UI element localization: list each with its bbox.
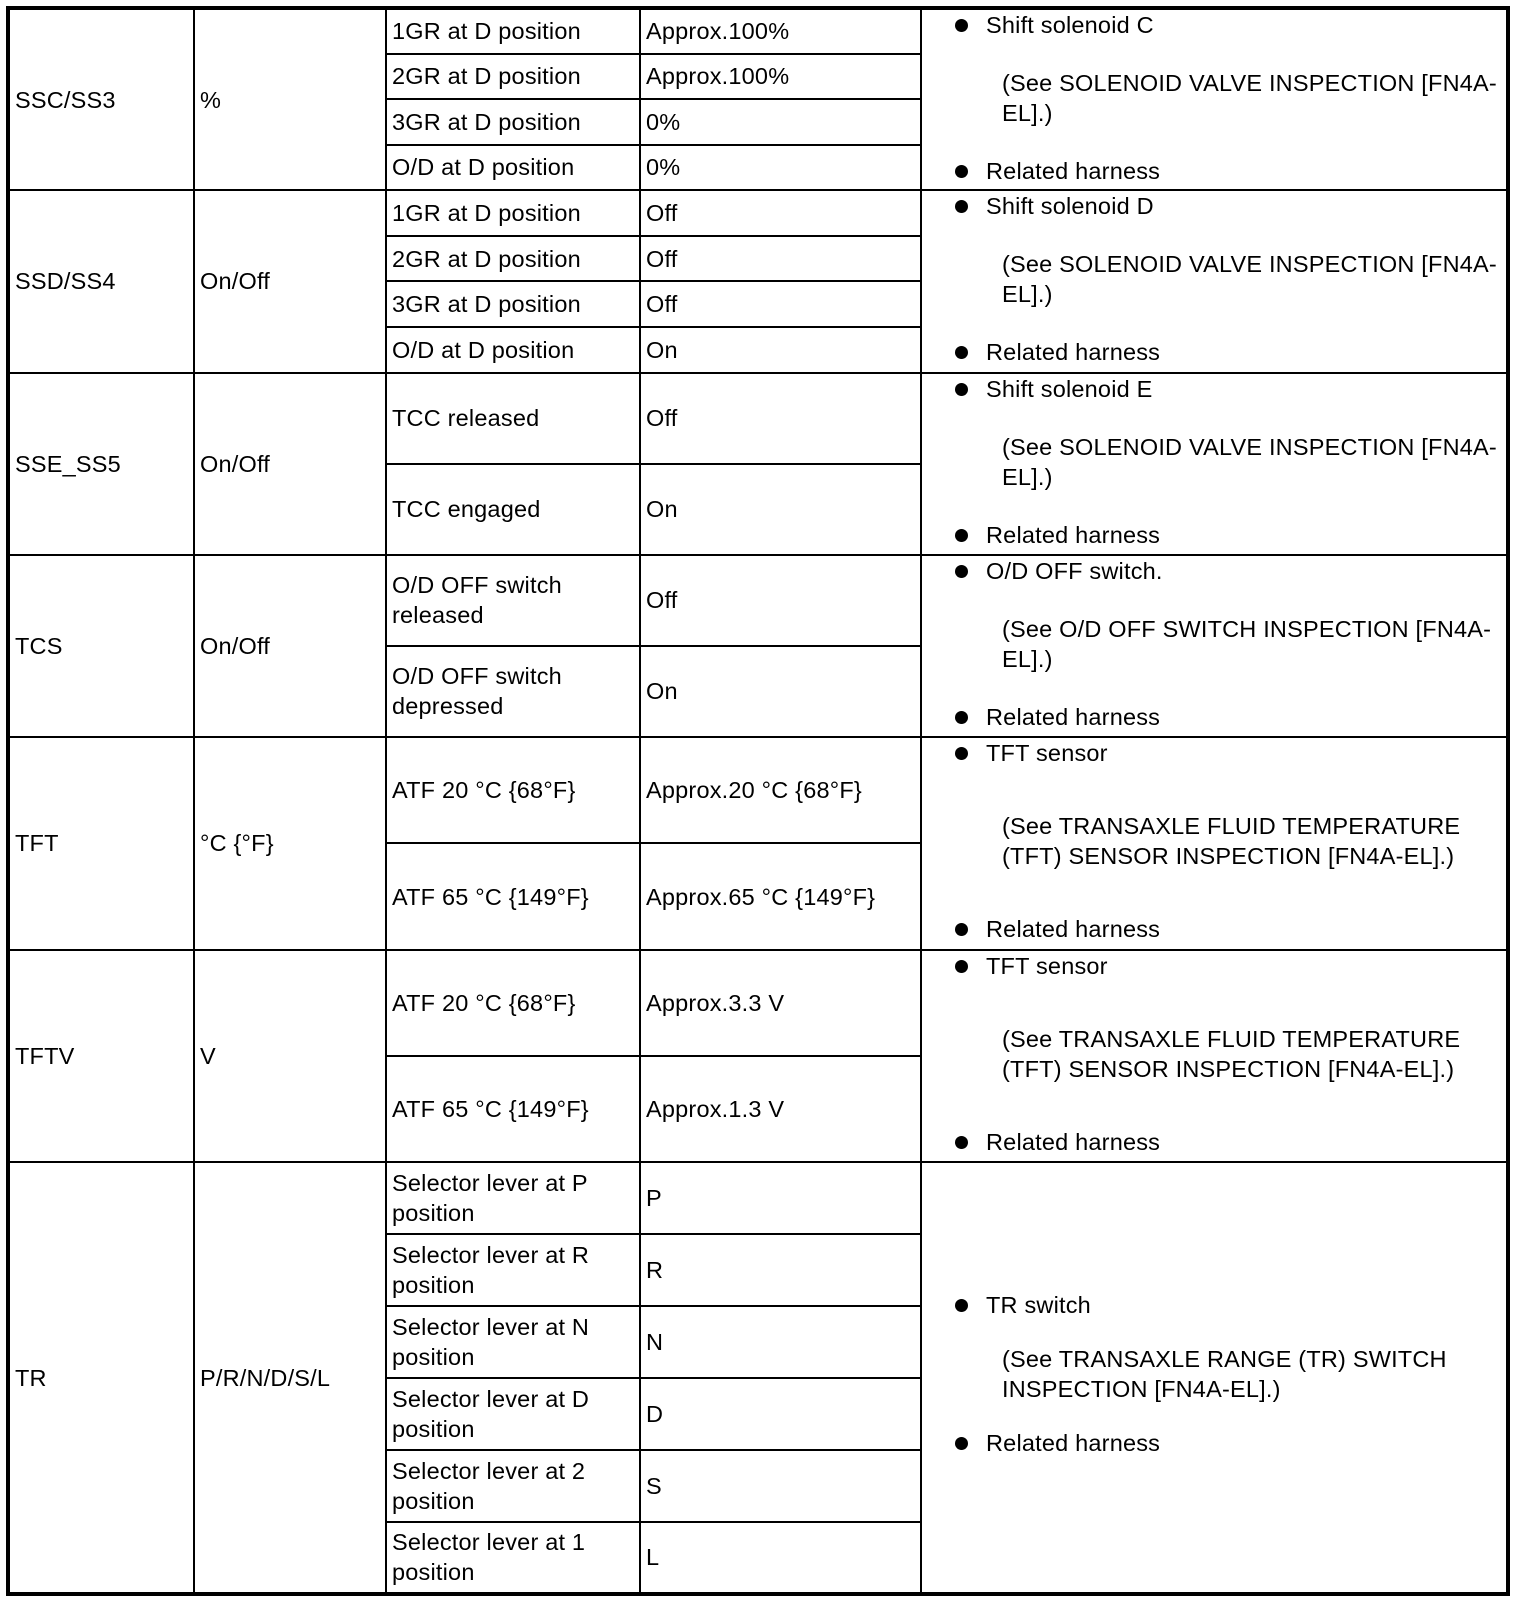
condition-cell: Selector lever at 1 position [386,1522,640,1594]
bullet-icon [955,200,968,213]
note-harness [938,156,1498,186]
note-harness [938,520,1498,550]
component-name: TFT sensor [986,740,1108,767]
component-name: Shift solenoid C [986,12,1154,38]
related-harness-label: Related harness [986,158,1161,184]
bullet-icon [955,565,968,578]
value-cell: L [640,1522,921,1594]
pid-cell: TFT [8,737,194,950]
bullet-icon [955,346,968,359]
value-cell: Off [640,236,921,282]
bullet-icon [955,383,968,396]
note-body [938,374,1498,550]
related-harness-label: Related harness [986,1430,1161,1457]
value-cell: R [640,1234,921,1306]
value-cell: On [640,646,921,737]
condition-cell: O/D at D position [386,145,640,191]
table-row [8,950,1508,1056]
bullet-icon [955,923,968,936]
component-name: TFT sensor [986,952,1108,979]
value-cell: D [640,1378,921,1450]
inspection-note-cell [921,737,1508,950]
note-harness [938,1127,1498,1157]
condition-cell: Selector lever at D position [386,1378,640,1450]
value-cell: Approx.20 °C {68°F} [640,737,921,843]
condition-cell: 2GR at D position [386,54,640,100]
note-harness [938,914,1498,944]
condition-cell: TCC engaged [386,464,640,555]
bullet-icon [955,165,968,178]
related-harness-label: Related harness [986,916,1161,943]
component-name: O/D OFF switch. [986,557,1163,584]
bullet-icon [955,529,968,542]
value-cell: Approx.3.3 V [640,950,921,1056]
unit-cell: V [194,950,386,1163]
pid-cell: TR [8,1162,194,1594]
see-reference: (See SOLENOID VALVE INSPECTION [FN4A-EL].) [1002,433,1497,490]
note-item [938,951,1498,981]
unit-cell: On/Off [194,555,386,737]
note-body [938,951,1498,1157]
inspection-note-cell [921,1162,1508,1594]
unit-cell: °C {°F} [194,737,386,950]
bullet-icon [955,1299,968,1312]
value-cell: On [640,327,921,373]
bullet-icon [955,747,968,760]
condition-cell: ATF 65 °C {149°F} [386,843,640,949]
value-cell: Off [640,373,921,464]
value-cell: 0% [640,145,921,191]
note-harness [938,702,1498,732]
bullet-icon [955,1437,968,1450]
condition-cell: 2GR at D position [386,236,640,282]
component-name: Shift solenoid E [986,375,1153,402]
table-row [8,8,1508,54]
condition-cell: O/D OFF switch depressed [386,646,640,737]
value-cell: N [640,1306,921,1378]
inspection-note-cell [921,555,1508,737]
condition-cell: Selector lever at 2 position [386,1450,640,1522]
condition-cell: Selector lever at P position [386,1162,640,1234]
inspection-note-cell [921,373,1508,555]
note-item [938,738,1498,768]
value-cell: On [640,464,921,555]
pid-cell: SSC/SS3 [8,8,194,190]
condition-cell: TCC released [386,373,640,464]
condition-cell: ATF 20 °C {68°F} [386,737,640,843]
inspection-note-cell [921,8,1508,190]
value-cell: Approx.100% [640,54,921,100]
note-body [938,191,1498,367]
value-cell: Off [640,281,921,327]
condition-cell: 3GR at D position [386,281,640,327]
note-body [938,1163,1498,1585]
value-cell: Approx.65 °C {149°F} [640,843,921,949]
see-reference: (See TRANSAXLE FLUID TEMPERATURE (TFT) SENSOR INSPECTION [FN4A-EL].) [1002,813,1461,870]
note-harness [938,1428,1498,1458]
pid-cell: SSD/SS4 [8,190,194,372]
monitor-item-table [6,6,1510,1596]
pid-cell: TCS [8,555,194,737]
related-harness-label: Related harness [986,339,1161,366]
note-item [938,10,1498,40]
table-row [8,1162,1508,1234]
condition-cell: O/D at D position [386,327,640,373]
unit-cell: % [194,8,386,190]
unit-cell: P/R/N/D/S/L [194,1162,386,1594]
bullet-icon [955,711,968,724]
pid-cell: TFTV [8,950,194,1163]
condition-cell: 3GR at D position [386,99,640,145]
note-item [938,191,1498,221]
related-harness-label: Related harness [986,1128,1161,1155]
unit-cell: On/Off [194,373,386,555]
note-body [938,556,1498,732]
note-item [938,556,1498,586]
related-harness-label: Related harness [986,521,1161,548]
bullet-icon [955,1136,968,1149]
value-cell: 0% [640,99,921,145]
table-row [8,555,1508,646]
value-cell: Off [640,190,921,236]
bullet-icon [955,960,968,973]
table-row [8,373,1508,464]
value-cell: S [640,1450,921,1522]
unit-cell: On/Off [194,190,386,372]
see-reference: (See O/D OFF SWITCH INSPECTION [FN4A-EL].) [1002,615,1492,672]
component-name: TR switch [986,1292,1091,1319]
note-harness [938,337,1498,367]
value-cell: Off [640,555,921,646]
inspection-note-cell [921,950,1508,1163]
see-reference: (See SOLENOID VALVE INSPECTION [FN4A-EL].) [1002,70,1497,126]
condition-cell: Selector lever at N position [386,1306,640,1378]
condition-cell: 1GR at D position [386,8,640,54]
bullet-icon [955,19,968,32]
note-item [938,374,1498,404]
component-name: Shift solenoid D [986,193,1154,220]
table-row [8,190,1508,236]
see-reference: (See SOLENOID VALVE INSPECTION [FN4A-EL].) [1002,251,1497,308]
condition-cell: ATF 65 °C {149°F} [386,1056,640,1162]
inspection-note-cell [921,190,1508,372]
note-item [938,1290,1498,1320]
note-body [938,10,1498,186]
see-reference: (See TRANSAXLE RANGE (TR) SWITCH INSPECTION [FN4A-EL].) [1002,1346,1447,1403]
condition-cell: 1GR at D position [386,190,640,236]
note-body [938,738,1498,944]
table-row [8,737,1508,843]
value-cell: P [640,1162,921,1234]
condition-cell: Selector lever at R position [386,1234,640,1306]
see-reference: (See TRANSAXLE FLUID TEMPERATURE (TFT) SENSOR INSPECTION [FN4A-EL].) [1002,1025,1461,1082]
value-cell: Approx.100% [640,8,921,54]
pid-cell: SSE_SS5 [8,373,194,555]
condition-cell: O/D OFF switch released [386,555,640,646]
value-cell: Approx.1.3 V [640,1056,921,1162]
related-harness-label: Related harness [986,703,1161,730]
condition-cell: ATF 20 °C {68°F} [386,950,640,1056]
